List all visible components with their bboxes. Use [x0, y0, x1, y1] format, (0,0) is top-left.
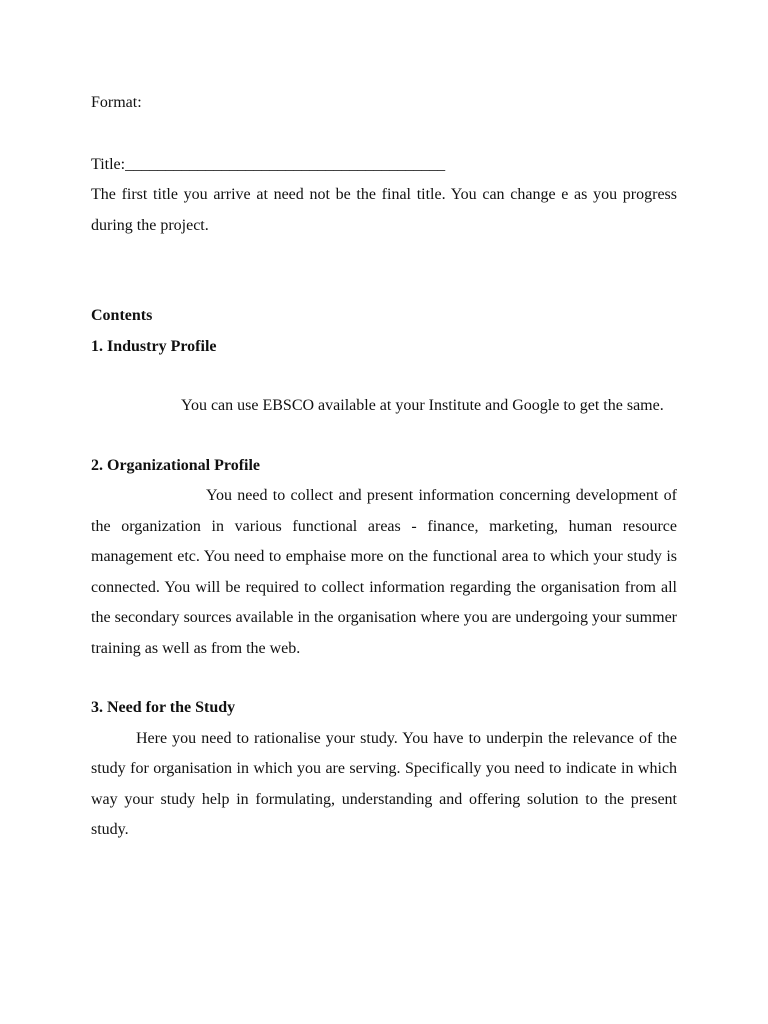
- title-line: Title:________________________________________: [91, 155, 446, 173]
- format-label: Format:: [91, 94, 142, 111]
- section-3-body: Here you need to rationalise your study. You have to underpin the relevance of the study for organisation in which you are serving. Specifically you need to indicate in which way your study help in formulating, understanding and offering solution to the present study.: [91, 729, 677, 838]
- contents-heading: Contents: [91, 307, 153, 324]
- section-1-heading: 1. Industry Profile: [91, 337, 217, 355]
- section-2-heading: 2. Organizational Profile: [91, 456, 261, 474]
- document-page: [91, 88, 677, 846]
- section-1-body: You can use EBSCO available at your Institute and Google to get the same.: [181, 397, 664, 414]
- section-2-body: You need to collect and present information concerning development of the organization in various functional areas - finance, marketing, human resource management etc. You need to emphaise more on the functional area to which your study is connected. You will be required to collect information regarding the organisation from all the secondary sources available in the organisation where you are undergoing your summer training as well as from the web.: [91, 487, 677, 657]
- section-3-heading: 3. Need for the Study: [91, 699, 236, 716]
- title-note: The first title you arrive at need not be the final title. You can change e as you progress during the project.: [91, 186, 677, 234]
